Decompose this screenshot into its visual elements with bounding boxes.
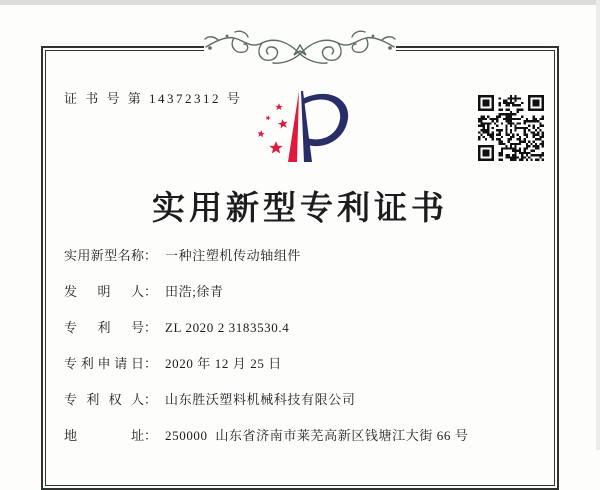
field-colon: ：	[144, 284, 158, 299]
field-row-patentee	[64, 393, 544, 407]
field-value: 250000 山东省济南市莱芜高新区钱塘江大街 66 号	[165, 428, 469, 443]
scan-edge-top	[0, 0, 600, 5]
field-colon: ：	[144, 248, 158, 263]
field-row-patent-number	[64, 321, 544, 335]
field-colon: ：	[144, 356, 158, 371]
cnipa-patent-emblem-icon	[238, 88, 362, 170]
field-row-inventor	[64, 285, 544, 299]
field-value: 田浩;徐青	[165, 284, 224, 299]
certificate-number: 证 书 号 第 14372312 号	[64, 91, 243, 106]
field-row-utility-model-name	[64, 249, 544, 263]
field-value: 2020 年 12 月 25 日	[165, 356, 282, 371]
field-label: 专利权人	[64, 392, 144, 407]
field-colon: ：	[144, 320, 158, 335]
field-label: 专利号	[64, 320, 144, 335]
certificate-fields	[64, 249, 544, 465]
field-label: 专利申请日	[64, 356, 144, 371]
field-value: 山东胜沃塑料机械科技有限公司	[165, 392, 356, 407]
qr-code-icon	[476, 95, 546, 161]
field-value: 一种注塑机传动轴组件	[165, 248, 302, 263]
field-row-filing-date	[64, 357, 544, 371]
field-row-address	[64, 429, 544, 443]
field-colon: ：	[144, 392, 158, 407]
field-value: ZL 2020 2 3183530.4	[165, 320, 290, 335]
scroll-ornament-icon	[204, 27, 396, 73]
field-colon: ：	[144, 428, 158, 443]
page-title: 实用新型专利证书	[152, 191, 448, 227]
field-label: 实用新型名称	[64, 248, 144, 263]
field-label: 地址	[64, 428, 144, 443]
field-label: 发明人	[64, 284, 144, 299]
